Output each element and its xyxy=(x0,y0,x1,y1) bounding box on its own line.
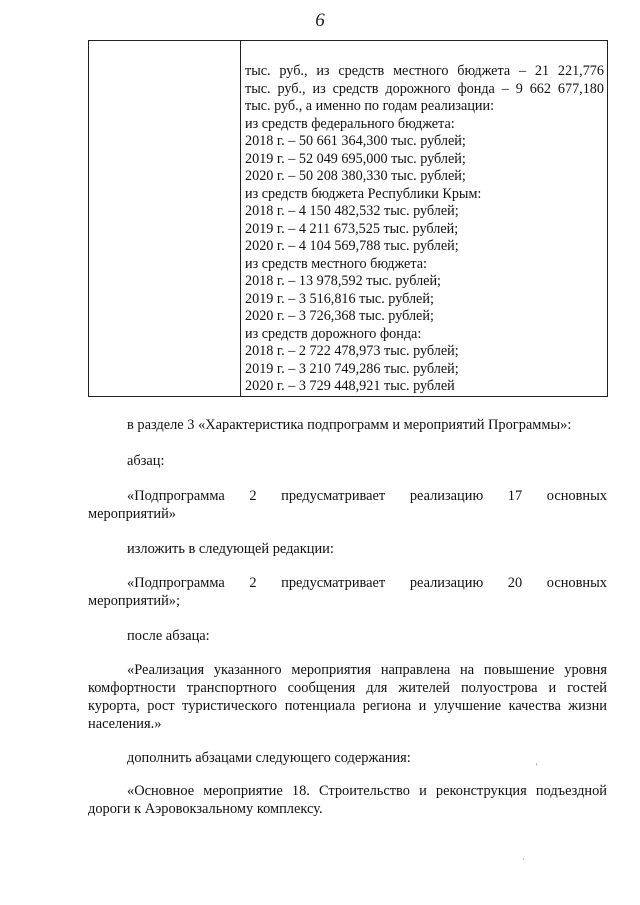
scan-speck: · xyxy=(522,855,525,864)
quote-line-3: курорта, рост туристического потенциала региона и улучшение качества жизни xyxy=(88,698,607,714)
table-line: 2020 г. – 3 726,368 тыс. рублей; xyxy=(245,308,434,324)
table-line: 2020 г. – 4 104 569,788 тыс. рублей; xyxy=(245,238,459,254)
table-line: из средств федерального бюджета: xyxy=(245,115,455,132)
new-text-line-1: «Подпрограмма 2 предусматривает реализацию 20 основных xyxy=(127,575,607,591)
paragraph-label: абзац: xyxy=(127,453,165,469)
table-line: 2019 г. – 4 211 673,525 тыс. рублей; xyxy=(245,220,459,237)
old-text-line-1: «Подпрограмма 2 предусматривает реализацию 17 основных xyxy=(127,488,607,504)
table-line: 2018 г. – 2 722 478,973 тыс. рублей; xyxy=(245,343,459,359)
table-right-cell xyxy=(241,41,607,396)
after-paragraph: после абзаца: xyxy=(127,628,210,644)
new-item-line-2: дороги к Аэровокзальному комплексу. xyxy=(88,801,323,817)
old-text-line-2: мероприятий» xyxy=(88,506,176,522)
table-line: 2018 г. – 13 978,592 тыс. рублей; xyxy=(245,273,441,289)
quote-line-4: населения.» xyxy=(88,716,162,732)
table-line: из средств местного бюджета: xyxy=(245,255,427,272)
page-number: 6 xyxy=(315,10,325,31)
table-line: 2020 г. – 3 729 448,921 тыс. рублей xyxy=(245,378,455,394)
table-line: 2018 г. – 50 661 364,300 тыс. рублей; xyxy=(245,133,466,149)
table-line: тыс. руб., а именно по годам реализации: xyxy=(245,98,495,114)
supplement-instruction: дополнить абзацами следующего содержания: xyxy=(127,750,411,766)
quote-line-1: «Реализация указанного мероприятия направлена на повышение уровня xyxy=(127,662,607,678)
funding-table xyxy=(88,40,608,397)
table-line: 2019 г. – 3 516,816 тыс. рублей; xyxy=(245,290,434,307)
table-line: из средств бюджета Республики Крым: xyxy=(245,185,482,202)
table-line: 2020 г. – 50 208 380,330 тыс. рублей; xyxy=(245,168,466,184)
table-line: 2019 г. – 52 049 695,000 тыс. рублей; xyxy=(245,150,466,167)
new-text-line-2: мероприятий»; xyxy=(88,593,180,609)
quote-line-2: комфортности транспортного сообщения для жителей полуострова и гостей xyxy=(88,680,607,696)
table-line: тыс. руб., из средств местного бюджета – 21 221,776 xyxy=(245,63,604,79)
table-line: 2019 г. – 3 210 749,286 тыс. рублей; xyxy=(245,360,459,377)
table-line: из средств дорожного фонда: xyxy=(245,325,422,342)
restate-instruction: изложить в следующей редакции: xyxy=(127,541,334,557)
new-item-line-1: «Основное мероприятие 18. Строительство и реконструкция подъездной xyxy=(127,783,607,799)
section-intro: в разделе 3 «Характеристика подпрограмм и мероприятий Программы»: xyxy=(127,417,572,433)
table-line: 2018 г. – 4 150 482,532 тыс. рублей; xyxy=(245,203,459,219)
scan-speck: ' xyxy=(536,762,538,771)
table-left-cell xyxy=(89,41,241,396)
table-line: тыс. руб., из средств дорожного фонда – 9 662 677,180 xyxy=(245,80,604,97)
